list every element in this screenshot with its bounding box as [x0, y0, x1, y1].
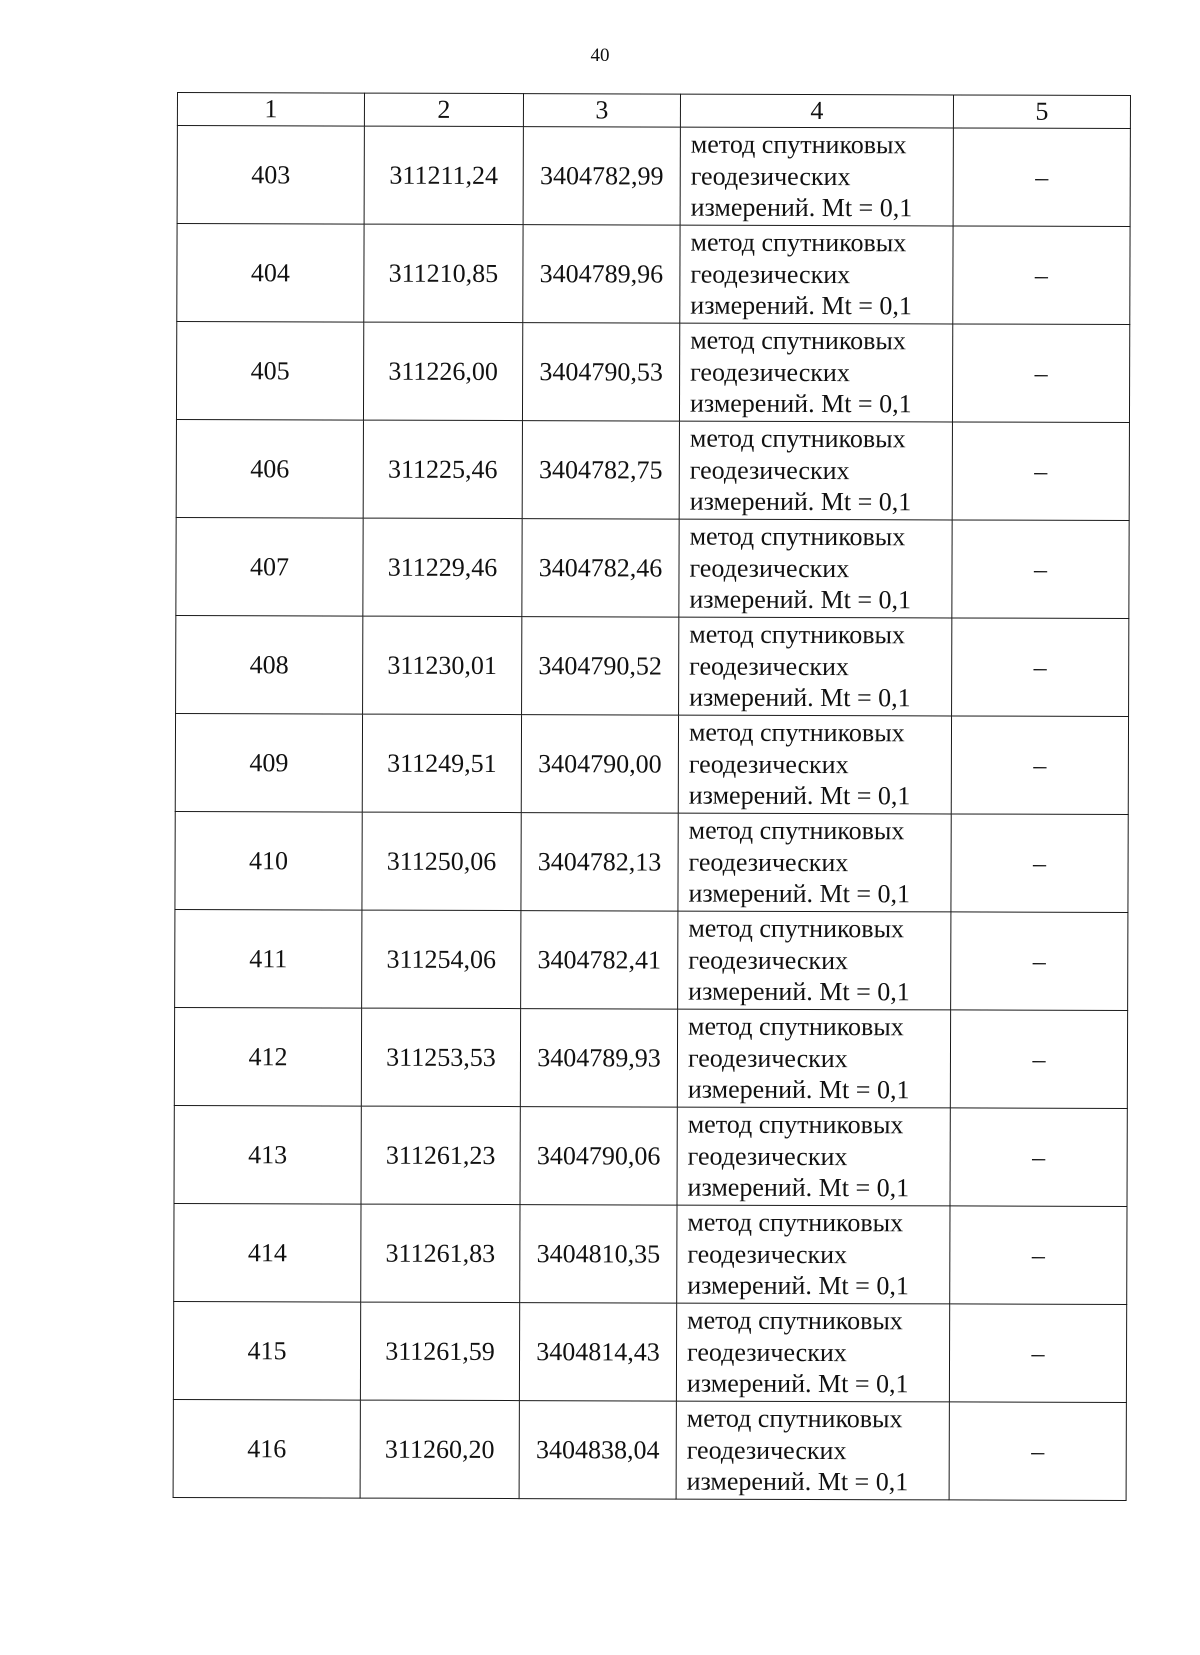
table-row — [173, 1399, 1126, 1500]
point-number-cell: 415 — [173, 1301, 360, 1400]
method-line: измерений. Mt = 0,1 — [687, 1074, 910, 1105]
method-line: измерений. Mt = 0,1 — [686, 1466, 909, 1497]
table-row — [174, 1007, 1127, 1108]
x-coordinate-cell: 311230,01 — [363, 616, 522, 714]
point-number-cell: 405 — [176, 322, 363, 421]
method-line: измерений. Mt = 0,1 — [689, 388, 912, 419]
note-cell: – — [952, 520, 1129, 619]
table-row — [174, 1203, 1127, 1304]
coordinates-table — [173, 92, 1131, 1501]
note-cell: – — [952, 324, 1129, 423]
method-line: измерений. Mt = 0,1 — [689, 584, 912, 615]
point-number-cell: 411 — [175, 909, 362, 1008]
table-row — [175, 713, 1128, 814]
method-line: измерений. Mt = 0,1 — [690, 192, 913, 223]
method-line: метод спутниковых — [690, 325, 906, 356]
method-cell — [678, 911, 951, 1010]
point-number-cell: 409 — [175, 713, 362, 812]
note-cell: – — [950, 1108, 1127, 1207]
y-coordinate-cell: 3404782,41 — [521, 911, 678, 1009]
point-number-cell: 408 — [176, 615, 363, 714]
table-header-row — [177, 93, 1130, 129]
table-row — [173, 1301, 1126, 1402]
method-line: метод спутниковых — [690, 227, 907, 258]
method-cell — [677, 1107, 950, 1206]
method-line: геодезических — [688, 945, 849, 975]
point-number-cell: 413 — [174, 1105, 361, 1204]
note-cell: – — [949, 1304, 1126, 1403]
method-line: измерений. Mt = 0,1 — [686, 1368, 909, 1399]
point-number-cell: 403 — [177, 126, 364, 225]
x-coordinate-cell: 311249,51 — [362, 714, 521, 812]
method-line: измерений. Mt = 0,1 — [688, 878, 911, 909]
method-line: геодезических — [689, 455, 850, 485]
note-cell: – — [952, 422, 1129, 521]
y-coordinate-cell: 3404782,99 — [523, 127, 680, 225]
method-line: измерений. Mt = 0,1 — [687, 1172, 910, 1203]
table-row — [176, 517, 1129, 618]
note-cell: – — [950, 1010, 1127, 1109]
method-line: метод спутниковых — [688, 1011, 904, 1042]
method-line: метод спутниковых — [687, 1109, 904, 1140]
method-line: геодезических — [688, 847, 849, 877]
x-coordinate-cell: 311254,06 — [362, 910, 521, 1008]
y-coordinate-cell: 3404790,00 — [521, 715, 678, 813]
table-row — [174, 1105, 1127, 1206]
x-coordinate-cell: 311261,83 — [361, 1204, 520, 1302]
method-cell — [679, 519, 952, 618]
method-line: метод спутниковых — [687, 1305, 903, 1336]
y-coordinate-cell: 3404782,46 — [522, 519, 679, 617]
x-coordinate-cell: 311211,24 — [364, 126, 523, 224]
point-number-cell: 410 — [175, 811, 362, 910]
x-coordinate-cell: 311261,59 — [360, 1302, 519, 1400]
method-cell — [676, 1303, 949, 1402]
x-coordinate-cell: 311261,23 — [361, 1106, 520, 1204]
method-cell — [680, 225, 953, 324]
method-cell — [678, 813, 951, 912]
column-header: 1 — [177, 93, 364, 127]
y-coordinate-cell: 3404790,06 — [520, 1107, 677, 1205]
y-coordinate-cell: 3404838,04 — [519, 1401, 676, 1499]
y-coordinate-cell: 3404782,75 — [522, 421, 679, 519]
method-line: измерений. Mt = 0,1 — [687, 1270, 909, 1301]
method-line: метод спутниковых — [690, 129, 907, 160]
method-line: метод спутниковых — [687, 1207, 904, 1238]
x-coordinate-cell: 311229,46 — [363, 518, 522, 616]
x-coordinate-cell: 311225,46 — [363, 420, 522, 518]
table-body — [173, 93, 1130, 1501]
point-number-cell: 406 — [176, 419, 363, 518]
y-coordinate-cell: 3404782,13 — [521, 813, 678, 911]
method-line: геодезических — [690, 259, 851, 289]
method-line: измерений. Mt = 0,1 — [688, 976, 910, 1007]
method-line: геодезических — [687, 1141, 848, 1171]
x-coordinate-cell: 311260,20 — [360, 1400, 519, 1498]
method-line: метод спутниковых — [688, 913, 905, 944]
method-line: метод спутниковых — [688, 717, 905, 748]
table-row — [176, 419, 1129, 520]
method-line: геодезических — [689, 651, 849, 681]
method-cell — [677, 1205, 950, 1304]
method-line: измерений. Mt = 0,1 — [689, 682, 911, 713]
note-cell: – — [949, 1402, 1126, 1501]
y-coordinate-cell: 3404790,52 — [522, 617, 679, 715]
y-coordinate-cell: 3404814,43 — [519, 1303, 676, 1401]
point-number-cell: 414 — [174, 1203, 361, 1302]
table-row — [175, 811, 1128, 912]
table-row — [177, 224, 1130, 325]
method-line: геодезических — [689, 553, 850, 583]
column-header: 4 — [680, 94, 953, 128]
method-line: измерений. Mt = 0,1 — [690, 290, 912, 321]
method-cell — [680, 127, 953, 226]
method-cell — [677, 1009, 950, 1108]
method-cell — [679, 323, 952, 422]
note-cell: – — [951, 814, 1128, 913]
method-line: метод спутниковых — [688, 815, 905, 846]
y-coordinate-cell: 3404810,35 — [520, 1205, 677, 1303]
method-line: геодезических — [687, 1043, 848, 1073]
method-line: геодезических — [690, 161, 851, 191]
method-line: геодезических — [687, 1239, 848, 1269]
method-cell — [679, 617, 952, 716]
note-cell: – — [953, 226, 1130, 325]
method-cell — [678, 715, 951, 814]
point-number-cell: 412 — [174, 1007, 361, 1106]
method-line: геодезических — [690, 357, 850, 387]
method-cell — [679, 421, 952, 520]
method-line: метод спутниковых — [689, 619, 906, 650]
y-coordinate-cell: 3404790,53 — [522, 323, 679, 421]
point-number-cell: 404 — [177, 224, 364, 323]
table-row — [176, 322, 1129, 423]
y-coordinate-cell: 3404789,96 — [523, 225, 680, 323]
method-line: измерений. Mt = 0,1 — [689, 486, 912, 517]
column-header: 2 — [364, 93, 523, 126]
x-coordinate-cell: 311250,06 — [362, 812, 521, 910]
y-coordinate-cell: 3404789,93 — [520, 1009, 677, 1107]
method-line: метод спутниковых — [689, 521, 906, 552]
method-line: геодезических — [686, 1435, 847, 1465]
note-cell: – — [951, 912, 1128, 1011]
point-number-cell: 407 — [176, 517, 363, 616]
method-line: метод спутниковых — [686, 1403, 903, 1434]
note-cell: – — [953, 128, 1130, 227]
page-number: 40 — [590, 45, 610, 66]
method-line: геодезических — [688, 749, 849, 779]
table-row — [177, 126, 1130, 227]
method-line: метод спутниковых — [689, 423, 906, 454]
note-cell: – — [950, 1206, 1127, 1305]
column-header: 3 — [523, 94, 680, 127]
table-row — [176, 615, 1129, 716]
note-cell: – — [951, 716, 1128, 815]
x-coordinate-cell: 311253,53 — [361, 1008, 520, 1106]
table-row — [175, 909, 1128, 1010]
method-line: измерений. Mt = 0,1 — [688, 780, 911, 811]
x-coordinate-cell: 311226,00 — [363, 322, 522, 420]
point-number-cell: 416 — [173, 1399, 360, 1498]
method-cell — [676, 1401, 949, 1500]
x-coordinate-cell: 311210,85 — [364, 224, 523, 322]
note-cell: – — [952, 618, 1129, 717]
column-header: 5 — [953, 95, 1130, 129]
method-line: геодезических — [686, 1337, 847, 1367]
